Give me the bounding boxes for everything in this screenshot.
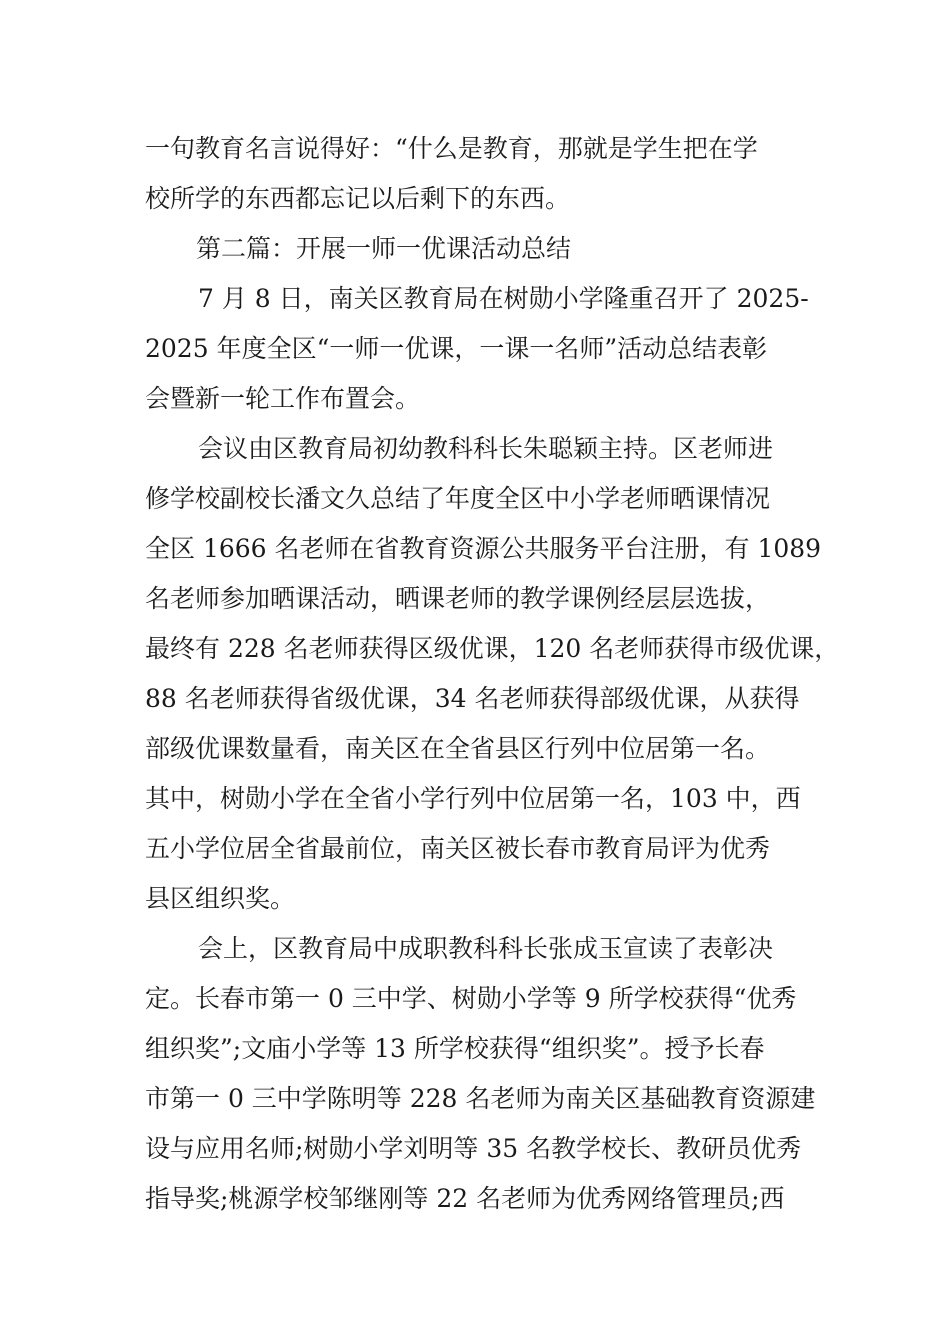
text-line-10: 名老师参加晒课活动，晒课老师的教学课例经层层选拔，	[145, 584, 771, 613]
text-line-6: 会暨新一轮工作布置会。	[145, 384, 421, 413]
text-line-2: 校所学的东西都忘记以后剩下的东西。	[145, 184, 571, 213]
text-line-18: 定。长春市第一 0 三中学、树勋小学等 9 所学校获得“优秀	[145, 984, 797, 1013]
text-line-14: 其中，树勋小学在全省小学行列中位居第一名，103 中，西	[145, 784, 801, 813]
text-line-4: 7 月 8 日，南关区教育局在树勋小学隆重召开了 2025-	[198, 284, 809, 313]
text-line-8: 修学校副校长潘文久总结了年度全区中小学老师晒课情况	[145, 484, 771, 513]
text-line-22: 指导奖;桃源学校邹继刚等 22 名老师为优秀网络管理员;西	[145, 1184, 785, 1213]
text-line-17: 会上，区教育局中成职教科科长张成玉宣读了表彰决	[198, 934, 774, 963]
text-line-16: 县区组织奖。	[145, 884, 296, 913]
text-line-5: 2025 年度全区“一师一优课，一课一名师”活动总结表彰	[145, 334, 768, 363]
text-line-21: 设与应用名师;树勋小学刘明等 35 名教学校长、教研员优秀	[145, 1134, 802, 1163]
text-line-9: 全区 1666 名老师在省教育资源公共服务平台注册，有 1089	[145, 534, 822, 563]
text-line-1: 一句教育名言说得好：“什么是教育，那就是学生把在学	[145, 134, 758, 163]
text-line-19: 组织奖”;文庙小学等 13 所学校获得“组织奖”。授予长春	[145, 1034, 765, 1063]
text-line-15: 五小学位居全省最前位，南关区被长春市教育局评为优秀	[145, 834, 771, 863]
text-line-12: 88 名老师获得省级优课，34 名老师获得部级优课，从获得	[145, 684, 800, 713]
text-line-11: 最终有 228 名老师获得区级优课，120 名老师获得市级优课，	[145, 634, 840, 663]
section-heading: 第二篇：开展一师一优课活动总结	[196, 234, 572, 263]
text-line-7: 会议由区教育局初幼教科科长朱聪颖主持。区老师进	[198, 434, 774, 463]
text-line-20: 市第一 0 三中学陈明等 228 名老师为南关区基础教育资源建	[145, 1084, 816, 1113]
text-line-13: 部级优课数量看，南关区在全省县区行列中位居第一名。	[145, 734, 771, 763]
